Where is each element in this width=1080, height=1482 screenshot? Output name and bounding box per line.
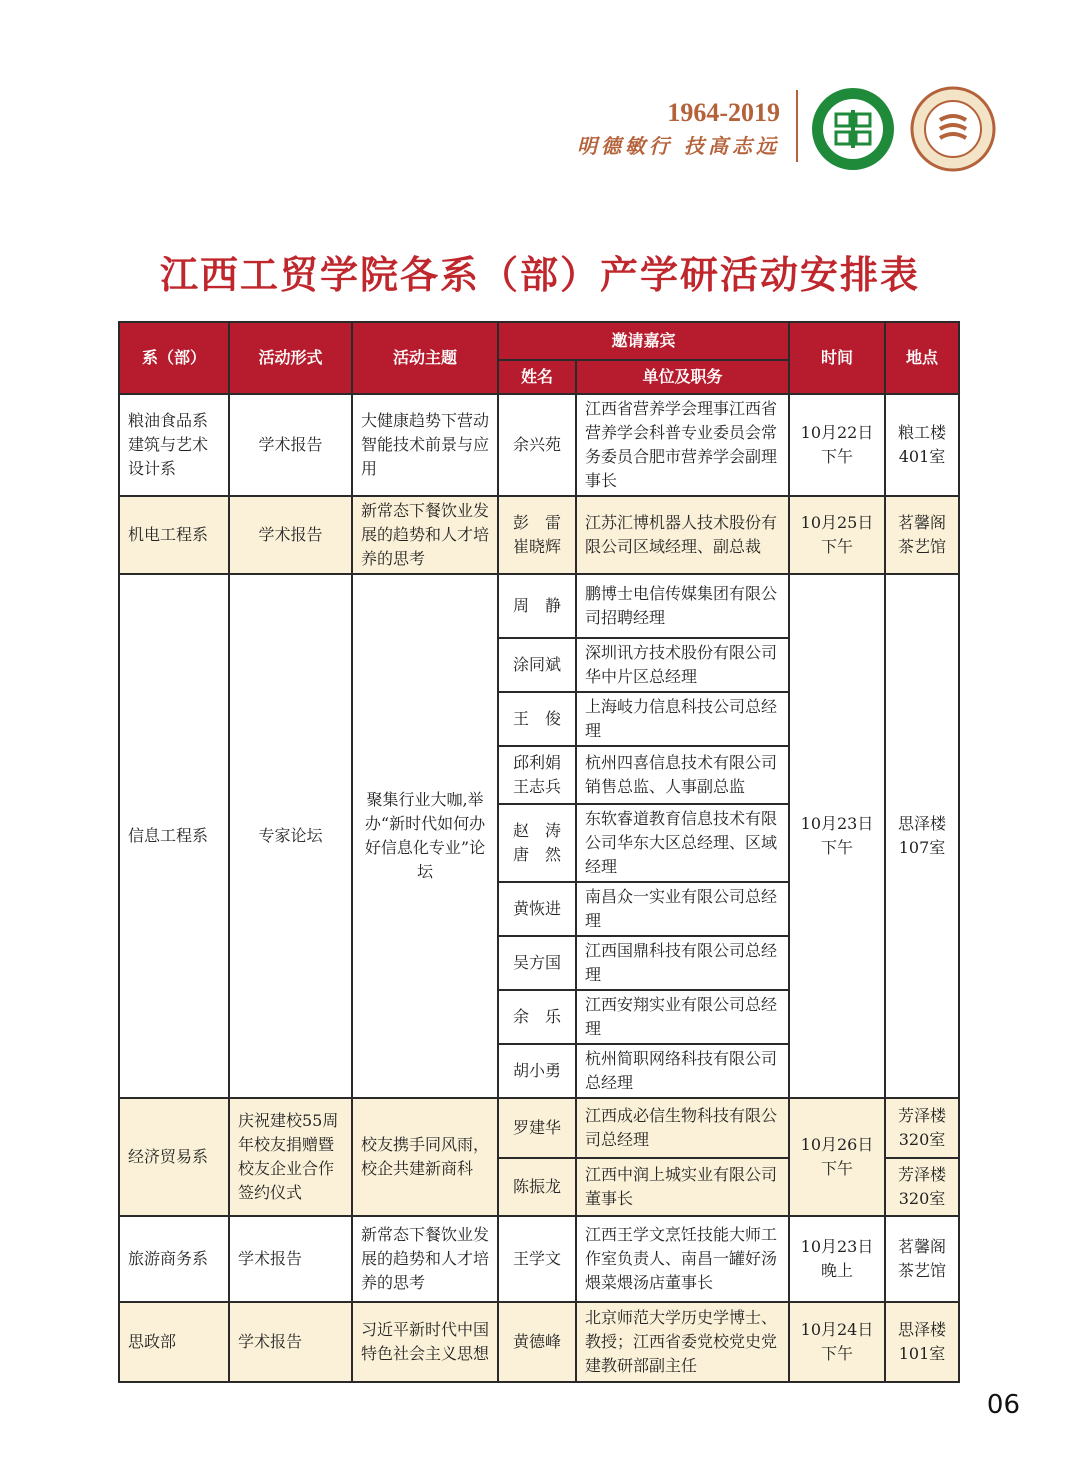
guest-unit-cell: 江西成必信生物科技有限公司总经理 <box>576 1098 789 1158</box>
guest-unit-cell: 杭州简职网络科技有限公司 总经理 <box>576 1044 789 1098</box>
format-cell: 学术报告 <box>229 1216 352 1302</box>
location-cell: 芳泽楼320室 <box>885 1098 959 1158</box>
guest-unit-cell: 江西中润上城实业有限公司董事长 <box>576 1158 789 1216</box>
table-row <box>119 574 959 638</box>
theme-cell: 校友携手同风雨，校企共建新商科 <box>352 1098 498 1216</box>
guest-unit-cell: 南昌众一实业有限公司总经理 <box>576 882 789 936</box>
anniversary-gold-logo <box>910 86 996 172</box>
department-cell: 旅游商务系 <box>119 1216 229 1302</box>
table-row <box>119 1216 959 1302</box>
header-format: 活动形式 <box>229 322 352 394</box>
theme-cell: 新常态下餐饮业发展的趋势和人才培养的思考 <box>352 1216 498 1302</box>
format-cell: 庆祝建校55周年校友捐赠暨校友企业合作签约仪式 <box>229 1098 352 1216</box>
department-cell: 思政部 <box>119 1302 229 1382</box>
location-cell: 茗馨阁茶艺馆 <box>885 1216 959 1302</box>
guest-name-cell: 黄德峰 <box>498 1302 576 1382</box>
guest-name-cell: 彭 雷 崔晓辉 <box>498 496 576 574</box>
guest-unit-cell: 鹏博士电信传媒集团有限公司招聘经理 <box>576 574 789 638</box>
table-row <box>119 1098 959 1158</box>
guest-unit-cell: 江苏汇博机器人技术股份有限公司区域经理、副总裁 <box>576 496 789 574</box>
guest-unit-cell: 杭州四喜信息技术有限公司销售总监、人事副总监 <box>576 746 789 804</box>
time-cell: 10月22日下午 <box>789 394 885 496</box>
time-cell: 10月25日下午 <box>789 496 885 574</box>
location-cell: 思泽楼107室 <box>885 574 959 1098</box>
page-number: 06 <box>986 1390 1020 1420</box>
table-row <box>119 394 959 496</box>
table-row <box>119 1302 959 1382</box>
header-time: 时间 <box>789 322 885 394</box>
location-cell: 茗馨阁茶艺馆 <box>885 496 959 574</box>
guest-name-cell: 黄恢进 <box>498 882 576 936</box>
guest-unit-cell: 北京师范大学历史学博士、教授；江西省委党校党史党建教研部副主任 <box>576 1302 789 1382</box>
theme-cell: 新常态下餐饮业发展的趋势和人才培养的思考 <box>352 496 498 574</box>
header-unit: 单位及职务 <box>576 360 789 394</box>
table-row <box>119 496 959 574</box>
anniversary-years: 1964-2019 <box>667 98 780 127</box>
format-cell: 学术报告 <box>229 1302 352 1382</box>
location-cell: 思泽楼101室 <box>885 1302 959 1382</box>
guest-unit-cell: 江西省营养学会理事江西省营养学会科普专业委员会常务委员合肥市营养学会副理事长 <box>576 394 789 496</box>
guest-unit-cell: 东软睿道教育信息技术有限公司华东大区总经理、区域经理 <box>576 804 789 882</box>
format-cell: 学术报告 <box>229 496 352 574</box>
guest-name-cell: 邱利娟 王志兵 <box>498 746 576 804</box>
format-cell: 专家论坛 <box>229 574 352 1098</box>
time-cell: 10月24日下午 <box>789 1302 885 1382</box>
guest-name-cell: 周 静 <box>498 574 576 638</box>
guest-unit-cell: 江西王学文烹饪技能大师工作室负责人、南昌一罐好汤煨菜煨汤店董事长 <box>576 1216 789 1302</box>
guest-name-cell: 吴方国 <box>498 936 576 990</box>
header-divider <box>796 90 798 162</box>
department-cell: 粮油食品系建筑与艺术设计系 <box>119 394 229 496</box>
location-cell: 粮工楼401室 <box>885 394 959 496</box>
header-name: 姓名 <box>498 360 576 394</box>
guest-name-cell: 陈振龙 <box>498 1158 576 1216</box>
guest-name-cell: 赵 涛 唐 然 <box>498 804 576 882</box>
theme-cell: 大健康趋势下营动智能技术前景与应用 <box>352 394 498 496</box>
time-cell: 10月23日下午 <box>789 574 885 1098</box>
page-title: 江西工贸学院各系（部）产学研活动安排表 <box>159 252 920 297</box>
department-cell: 机电工程系 <box>119 496 229 574</box>
header-theme: 活动主题 <box>352 322 498 394</box>
guest-unit-cell: 江西国鼎科技有限公司总经理 <box>576 936 789 990</box>
guest-name-cell: 余兴苑 <box>498 394 576 496</box>
guest-name-cell: 胡小勇 <box>498 1044 576 1098</box>
guest-unit-cell: 上海岐力信息科技公司总经理 <box>576 692 789 746</box>
guest-name-cell: 罗建华 <box>498 1098 576 1158</box>
college-green-logo <box>810 86 896 172</box>
theme-cell: 聚集行业大咖,举办“新时代如何办好信息化专业”论坛 <box>352 574 498 1098</box>
theme-cell: 习近平新时代中国特色社会主义思想 <box>352 1302 498 1382</box>
department-cell: 信息工程系 <box>119 574 229 1098</box>
header-location: 地点 <box>885 322 959 394</box>
format-cell: 学术报告 <box>229 394 352 496</box>
guest-name-cell: 余 乐 <box>498 990 576 1044</box>
guest-name-cell: 王 俊 <box>498 692 576 746</box>
header-guests: 邀请嘉宾 <box>498 322 789 360</box>
header-department: 系（部） <box>119 322 229 394</box>
time-cell: 10月26日下午 <box>789 1098 885 1216</box>
school-motto: 明德敏行 技高志远 <box>577 134 780 158</box>
activity-schedule-table <box>118 321 960 1383</box>
guest-name-cell: 王学文 <box>498 1216 576 1302</box>
location-cell: 芳泽楼320室 <box>885 1158 959 1216</box>
department-cell: 经济贸易系 <box>119 1098 229 1216</box>
guest-name-cell: 涂同斌 <box>498 638 576 692</box>
guest-unit-cell: 江西安翔实业有限公司总经理 <box>576 990 789 1044</box>
guest-unit-cell: 深圳讯方技术股份有限公司华中片区总经理 <box>576 638 789 692</box>
time-cell: 10月23日晚上 <box>789 1216 885 1302</box>
